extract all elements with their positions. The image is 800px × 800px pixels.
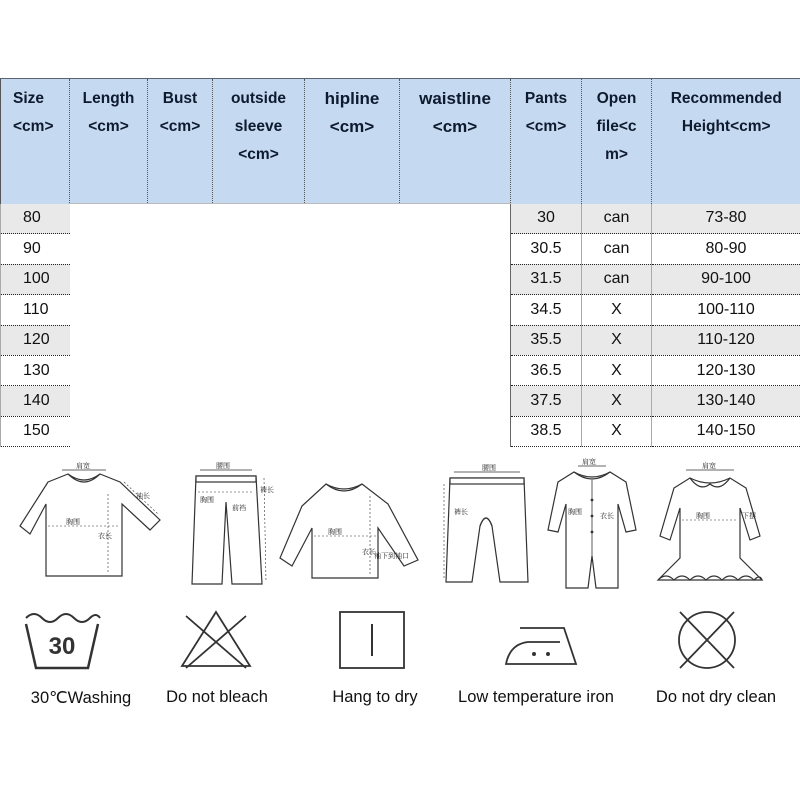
empty-cell (70, 416, 511, 446)
care-label-iron: Low temperature iron (458, 688, 614, 706)
no-bleach-icon (178, 608, 254, 672)
header-line: sleeve (234, 118, 283, 135)
label-chest-4: 胸围 (696, 512, 710, 520)
pants-cell: 34.5 (511, 295, 582, 325)
label-pants-length: 裤长 (260, 486, 274, 494)
size-cell: 150 (1, 416, 70, 446)
table-row (1, 355, 800, 385)
height-cell: 80-90 (652, 234, 800, 264)
pants-cell: 30 (511, 204, 582, 234)
header-line: Size (13, 90, 45, 107)
header-cell (652, 79, 800, 204)
table-row (1, 264, 800, 294)
open-file-cell: X (582, 355, 652, 385)
header-line: m> (605, 146, 628, 163)
wash-temp-number: 30 (48, 633, 76, 660)
open-file-cell: X (582, 386, 652, 416)
capri-diagram (440, 464, 536, 588)
height-cell: 73-80 (652, 204, 800, 234)
header-line: Open (596, 90, 637, 107)
table-row (1, 325, 800, 355)
header-line: Pants (524, 90, 568, 107)
header-row (1, 79, 800, 204)
header-line: Recommended (670, 90, 782, 107)
pants-cell: 31.5 (511, 264, 582, 294)
empty-cell (70, 386, 511, 416)
table-body (1, 204, 800, 447)
height-cell: 140-150 (652, 416, 800, 446)
size-cell: 140 (1, 386, 70, 416)
header-cell (400, 79, 511, 204)
header-line: Bust (162, 90, 198, 107)
table-row (1, 386, 800, 416)
pants-diagram (186, 462, 274, 588)
header-line: hipline (324, 89, 380, 108)
care-label-wash: 30℃Washing (30, 689, 132, 707)
empty-cell (70, 234, 511, 264)
label-chest: 胸围 (66, 518, 80, 526)
open-file-cell: X (582, 295, 652, 325)
romper-diagram (544, 460, 640, 592)
low-iron-icon (500, 608, 582, 672)
size-cell: 80 (1, 204, 70, 234)
size-cell: 100 (1, 264, 70, 294)
size-cell: 130 (1, 355, 70, 385)
size-table (0, 78, 800, 447)
raglan-top-diagram (278, 474, 428, 584)
header-cell (148, 79, 213, 204)
garment-diagrams (0, 458, 800, 598)
care-label-dry-clean: Do not dry clean (655, 688, 777, 706)
header-line: <cm> (88, 118, 129, 135)
label-chest-3: 胸围 (568, 508, 582, 516)
header-line: <cm> (13, 118, 54, 135)
label-chest-2: 胸围 (328, 528, 342, 536)
header-line: <cm> (432, 117, 478, 136)
label-shoulder-4: 肩宽 (702, 462, 716, 470)
label-crotch: 前裆 (232, 504, 246, 512)
empty-cell (70, 264, 511, 294)
label-length-2: 衣长 (362, 548, 376, 556)
wash-30-icon (22, 608, 102, 672)
empty-cell (70, 325, 511, 355)
header-line: <cm> (525, 118, 567, 135)
height-cell: 90-100 (652, 264, 800, 294)
empty-cell (70, 204, 511, 234)
label-pants-length-2: 裤长 (454, 508, 468, 516)
open-file-cell: can (582, 234, 652, 264)
dress-diagram (650, 462, 770, 588)
header-line: waistline (419, 89, 491, 108)
pants-cell: 36.5 (511, 355, 582, 385)
header-line: Length (82, 90, 135, 107)
height-cell: 100-110 (652, 295, 800, 325)
care-label-bleach: Do not bleach (166, 688, 268, 706)
empty-cell (70, 295, 511, 325)
size-cell: 90 (1, 234, 70, 264)
label-hem: 下摆 (742, 512, 756, 520)
label-length: 衣长 (98, 532, 112, 540)
header-cell (70, 79, 148, 204)
pants-cell: 35.5 (511, 325, 582, 355)
height-cell: 120-130 (652, 355, 800, 385)
care-label-hang: Hang to dry (332, 688, 418, 706)
open-file-cell: can (582, 264, 652, 294)
height-cell: 130-140 (652, 386, 800, 416)
header-line: <cm> (238, 146, 279, 163)
label-waist-2: 腰围 (482, 464, 496, 472)
header-cell (305, 79, 400, 204)
header-cell (1, 79, 70, 204)
header-cell (511, 79, 582, 204)
open-file-cell: can (582, 204, 652, 234)
label-shoulder: 肩宽 (76, 462, 90, 470)
label-length-3: 衣长 (600, 512, 614, 520)
hang-dry-icon (336, 608, 408, 672)
pants-cell: 30.5 (511, 234, 582, 264)
size-cell: 110 (1, 295, 70, 325)
no-dry-clean-icon (672, 608, 742, 672)
label-sleeve-cuff: 袖下到袖口 (374, 552, 409, 560)
header-cell (582, 79, 652, 204)
pants-cell: 37.5 (511, 386, 582, 416)
label-shoulder-3: 肩宽 (582, 458, 596, 466)
open-file-cell: X (582, 416, 652, 446)
header-line: file<c (596, 118, 637, 135)
empty-cell (70, 355, 511, 385)
header-line: Height<cm> (681, 118, 771, 135)
open-file-cell: X (582, 325, 652, 355)
label-waist: 腰围 (216, 462, 230, 470)
header-line: <cm> (329, 117, 375, 136)
label-sleeve: 袖长 (136, 492, 150, 500)
table-row (1, 204, 800, 234)
header-line: outside (230, 90, 287, 107)
label-hip: 胸围 (200, 496, 214, 504)
table-row (1, 295, 800, 325)
header-line: <cm> (159, 118, 201, 135)
table-row (1, 234, 800, 264)
height-cell: 110-120 (652, 325, 800, 355)
table-row (1, 416, 800, 446)
pants-cell: 38.5 (511, 416, 582, 446)
header-cell (213, 79, 305, 204)
top-diagram (18, 464, 166, 584)
size-cell: 120 (1, 325, 70, 355)
